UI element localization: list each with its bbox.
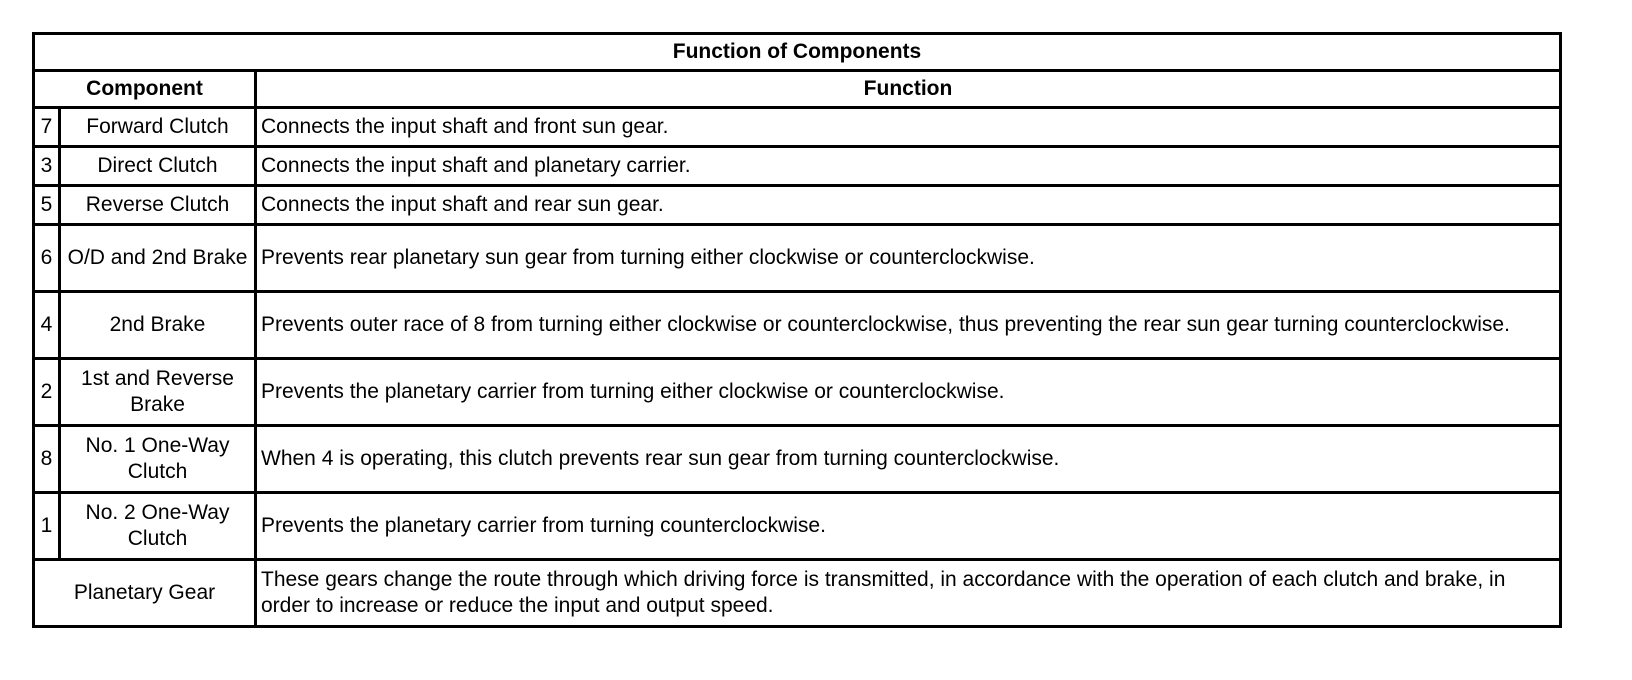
- component-number: 3: [34, 147, 60, 186]
- table-row: [34, 359, 1561, 426]
- component-function: When 4 is operating, this clutch prevents rear sun gear from turning counterclockwise.: [256, 426, 1561, 493]
- component-name: No. 1 One-Way Clutch: [60, 426, 256, 493]
- component-function: Connects the input shaft and planetary carrier.: [256, 147, 1561, 186]
- component-function: Prevents rear planetary sun gear from turning either clockwise or counterclockwise.: [256, 225, 1561, 292]
- component-name: 1st and Reverse Brake: [60, 359, 256, 426]
- function-column-header: Function: [256, 71, 1561, 108]
- table-row: [34, 292, 1561, 359]
- component-function: These gears change the route through which driving force is transmitted, in accordance with the operation of each clutch and brake, in order to increase or reduce the input and output speed.: [256, 560, 1561, 627]
- component-function: Prevents outer race of 8 from turning either clockwise or counterclockwise, thus preventing the rear sun gear turning counterclockwise.: [256, 292, 1561, 359]
- component-name: Forward Clutch: [60, 108, 256, 147]
- component-column-header: Component: [34, 71, 256, 108]
- component-number: 4: [34, 292, 60, 359]
- component-name: Planetary Gear: [34, 560, 256, 627]
- component-function: Prevents the planetary carrier from turning either clockwise or counterclockwise.: [256, 359, 1561, 426]
- table-row: [34, 225, 1561, 292]
- component-function: Prevents the planetary carrier from turning counterclockwise.: [256, 493, 1561, 560]
- component-name: O/D and 2nd Brake: [60, 225, 256, 292]
- table-row: [34, 493, 1561, 560]
- component-name: Reverse Clutch: [60, 186, 256, 225]
- table-row: [34, 147, 1561, 186]
- component-number: 2: [34, 359, 60, 426]
- component-function: Connects the input shaft and front sun gear.: [256, 108, 1561, 147]
- component-name: Direct Clutch: [60, 147, 256, 186]
- component-function: Connects the input shaft and rear sun gear.: [256, 186, 1561, 225]
- function-of-components-table: [32, 32, 1562, 628]
- table-row: [34, 186, 1561, 225]
- table-title: Function of Components: [34, 34, 1561, 71]
- table-row: [34, 108, 1561, 147]
- component-name: 2nd Brake: [60, 292, 256, 359]
- table-row: [34, 426, 1561, 493]
- component-number: 5: [34, 186, 60, 225]
- component-number: 6: [34, 225, 60, 292]
- component-number: 8: [34, 426, 60, 493]
- table-row-planetary-gear: [34, 560, 1561, 627]
- component-number: 7: [34, 108, 60, 147]
- component-name: No. 2 One-Way Clutch: [60, 493, 256, 560]
- component-number: 1: [34, 493, 60, 560]
